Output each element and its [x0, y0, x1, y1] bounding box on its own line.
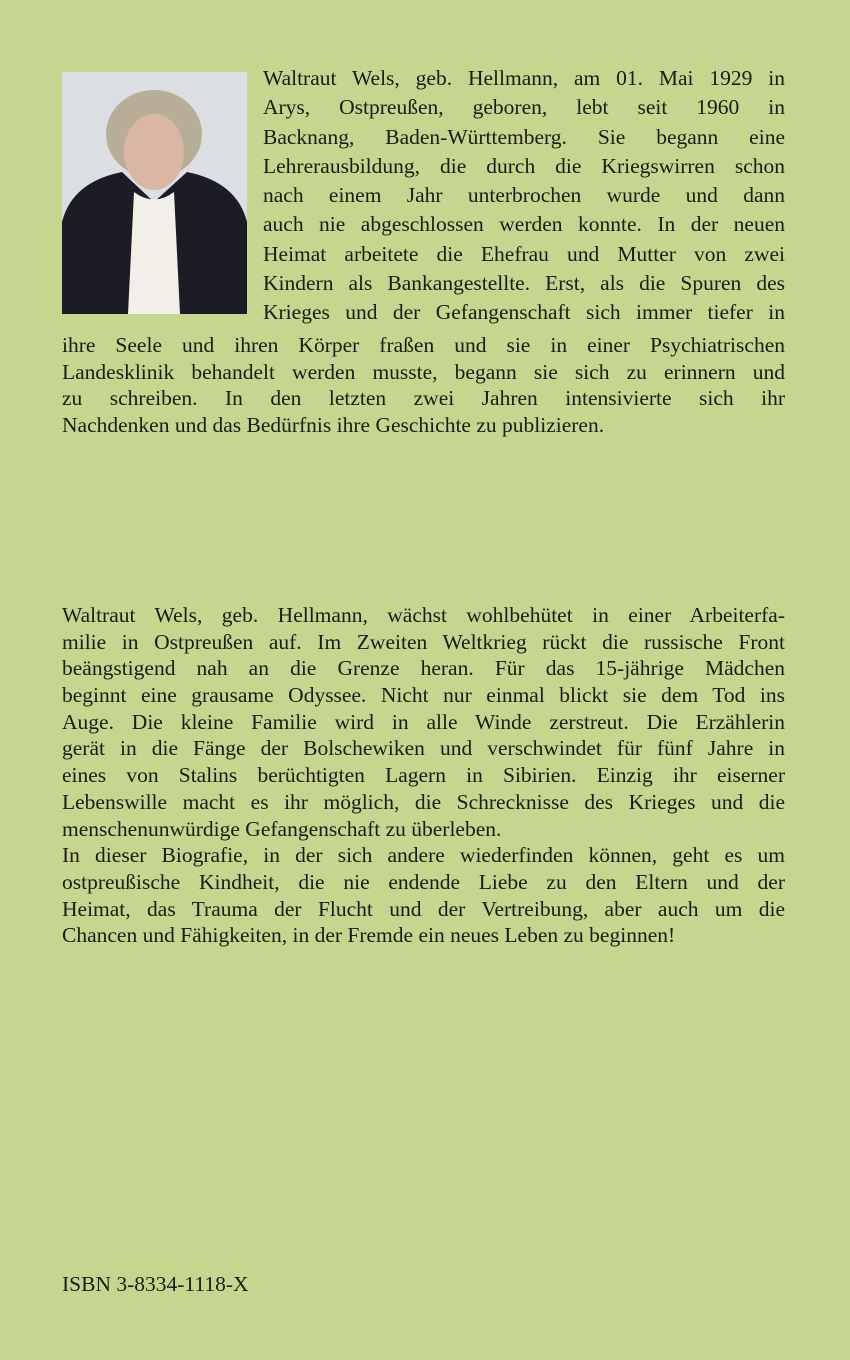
author-bio-beside-photo [263, 64, 785, 328]
bio-line: auch nie abgeschlossen werden konnte. In der neuen [263, 212, 785, 237]
blurb-line: menschenunwürdige Gefangenschaft zu überleben. [62, 816, 502, 841]
bio-line: Kindern als Bankangestellte. Erst, als die Spuren des [263, 271, 785, 296]
blurb-line: Heimat, das Trauma der Flucht und der Vertreibung, aber auch um die [62, 896, 785, 921]
bio-line: Nachdenken und das Bedürfnis ihre Geschichte zu publizieren. [62, 412, 605, 437]
bio-line: nach einem Jahr unterbrochen wurde und dann [263, 183, 785, 208]
bio-line: zu schreiben. In den letzten zwei Jahren intensivierte sich ihr [62, 386, 785, 410]
bio-line: Landesklinik behandelt werden musste, begann sie sich zu erinnern und [62, 359, 785, 384]
bio-line: Arys, Ostpreußen, geboren, lebt seit 1960 in [263, 95, 785, 120]
bio-line: Backnang, Baden-Württemberg. Sie begann eine [263, 124, 785, 149]
bio-line: Lehrerausbildung, die durch die Kriegswirren schon [263, 153, 785, 178]
blurb-line: beginnt eine grausame Odyssee. Nicht nur einmal blickt sie dem Tod ins [62, 683, 785, 708]
blurb-line: Auge. Die kleine Familie wird in alle Winde zerstreut. Die Erzählerin [62, 709, 785, 734]
author-portrait-image [62, 72, 247, 314]
bio-line: ihre Seele und ihren Körper fraßen und sie in einer Psychiatrischen [62, 333, 785, 357]
blurb-line: gerät in die Fänge der Bolschewiken und verschwindet für fünf Jahre in [62, 736, 785, 761]
blurb-line: ostpreußische Kindheit, die nie endende Liebe zu den Eltern und der [62, 869, 785, 894]
blurb-line: Waltraut Wels, geb. Hellmann, wächst wohlbehütet in einer Arbeiterfa- [62, 603, 785, 627]
blurb-line: In dieser Biografie, in der sich andere wiederfinden können, geht es um [62, 843, 785, 868]
bio-line: Waltraut Wels, geb. Hellmann, am 01. Mai 1929 in [263, 66, 785, 90]
blurb-line: milie in Ostpreußen auf. Im Zweiten Weltkrieg rückt die russische Front [62, 629, 785, 654]
bio-line: Heimat arbeitete die Ehefrau und Mutter von zwei [263, 241, 785, 266]
bio-line: Krieges und der Gefangenschaft sich immer tiefer in [263, 300, 785, 325]
author-bio-full-width [62, 332, 785, 438]
blurb-line: beängstigend nah an die Grenze heran. Für das 15-jährige Mädchen [62, 656, 785, 681]
book-blurb [62, 602, 785, 949]
blurb-line: Chancen und Fähigkeiten, in der Fremde ein neues Leben zu beginnen! [62, 923, 676, 948]
blurb-line: eines von Stalins berüchtigten Lagern in Sibirien. Einzig ihr eiserner [62, 763, 785, 788]
author-photo [62, 72, 247, 314]
blurb-line: Lebenswille macht es ihr möglich, die Schrecknisse des Krieges und die [62, 789, 785, 814]
isbn: ISBN 3-8334-1118-X [62, 1272, 249, 1296]
